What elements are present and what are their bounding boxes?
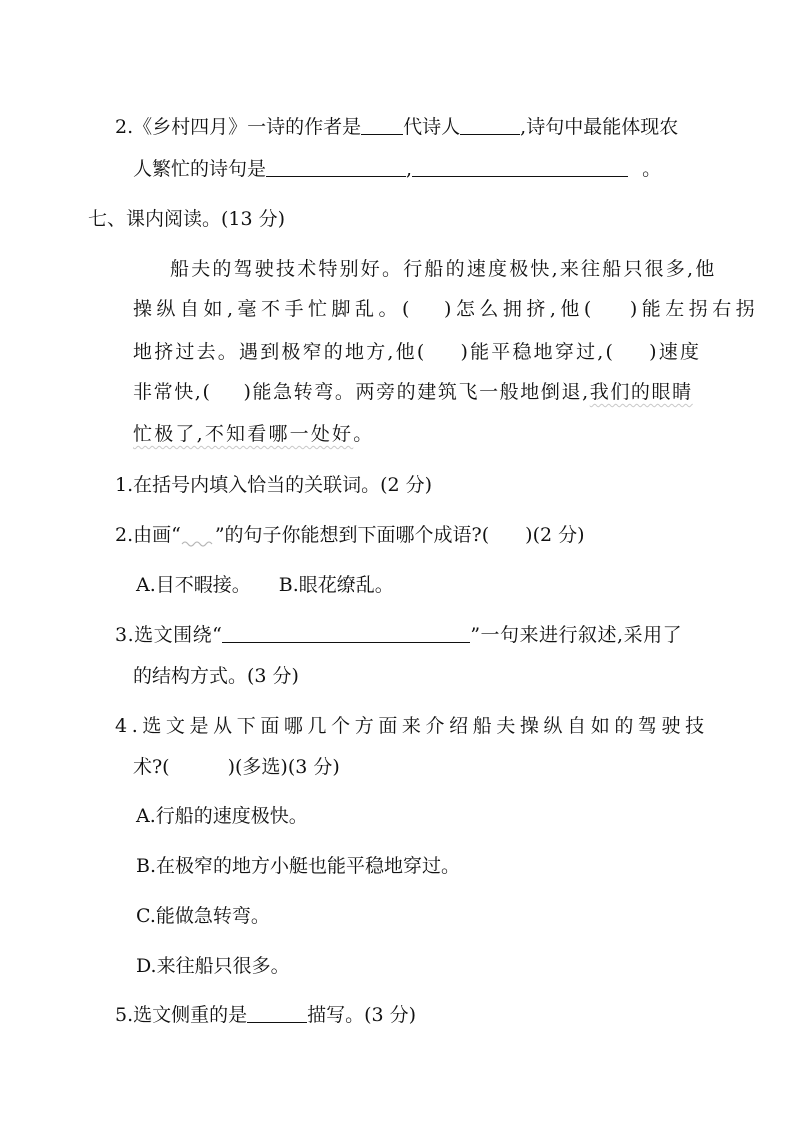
passage-text: 。 (353, 423, 375, 445)
prev-q2-text-a: 2.《乡村四月》一诗的作者是 (115, 116, 362, 138)
question-3-text-a: 3.选文围绕“ (115, 624, 223, 646)
blank-poem-line1[interactable] (266, 158, 406, 177)
passage-line-1: 船夫的驾驶技术特别好。行船的速度极快,来往船只很多,他 (170, 258, 717, 280)
question-5-text-b: 描写。(3 分) (307, 1004, 417, 1026)
passage-text: 地挤过去。遇到极窄的地方,他( (133, 341, 427, 363)
prev-q2-text-d: 人繁忙的诗句是 (133, 158, 267, 180)
question-2-text-a: 2.由画“ (115, 524, 181, 546)
question-5 (115, 1002, 416, 1028)
passage-text: )怎么拥挤,他( (443, 298, 596, 320)
prev-q2-text-c: ,诗句中最能体现农 (520, 116, 679, 138)
prev-q2-text-b: 代诗人 (403, 116, 461, 138)
passage-line-2 (133, 296, 759, 322)
blank-poem-line2[interactable] (412, 158, 628, 177)
blank-dynasty[interactable] (361, 116, 403, 135)
passage-text: )能平稳地穿过,( (460, 341, 616, 363)
wavy-underlined-sentence: 我们的眼睛 (589, 381, 693, 403)
question-4-line2 (133, 754, 340, 780)
blank-description-type[interactable] (247, 1004, 307, 1023)
prev-q2-period: 。 (642, 158, 662, 180)
question-4-option-a: A.行船的速度极快。 (136, 805, 308, 827)
question-4-line1: 4.选文是从下面哪几个方面来介绍船夫操纵自如的驾驶技 (115, 715, 709, 737)
question-2 (115, 522, 585, 548)
question-4-option-c: C.能做急转弯。 (136, 905, 270, 927)
section-heading: 七、课内阅读。(13 分) (88, 208, 286, 230)
option-a: A.目不暇接。 (136, 574, 251, 596)
question-4-text-a: 术?( (133, 756, 170, 778)
question-3-line2: 的结构方式。(3 分) (133, 665, 299, 687)
question-4-option-b: B.在极窄的地方小艇也能平稳地穿过。 (136, 855, 461, 877)
passage-line-4 (133, 379, 693, 405)
question-2-text-c: )(2 分) (525, 524, 585, 546)
question-4-text-b: )(多选)(3 分) (227, 756, 340, 778)
question-2-text-b: ”的句子你能想到下面哪个成语?( (214, 524, 490, 546)
passage-text: )速度 (649, 341, 702, 363)
wavy-line-icon (181, 539, 215, 547)
wavy-underlined-sentence-end: 忙极了,不知看哪一处好 (133, 423, 354, 445)
question-3-line1 (115, 622, 682, 648)
passage-text: 操纵自如,毫不手忙脚乱。( (133, 298, 414, 320)
prev-q2-line2 (133, 156, 661, 182)
passage-text: 非常快,( (133, 381, 212, 403)
passage-text: )能急转弯。两旁的建筑飞一般地倒退, (243, 381, 590, 403)
passage-text: )能左拐右拐 (629, 298, 760, 320)
question-2-options (136, 572, 394, 598)
blank-poet[interactable] (460, 116, 520, 135)
question-3-text-b: ”一句来进行叙述,采用了 (470, 624, 683, 646)
question-1: 1.在括号内填入恰当的关联词。(2 分) (115, 474, 433, 496)
question-4-option-d: D.来往船只很多。 (136, 955, 290, 977)
question-5-text-a: 5.选文侧重的是 (115, 1004, 248, 1026)
passage-line-5 (133, 421, 374, 447)
prev-q2-comma: , (406, 158, 413, 180)
prev-q2-line1 (115, 114, 678, 140)
blank-key-sentence[interactable] (222, 624, 470, 643)
passage-line-3 (133, 339, 701, 365)
option-b: B.眼花缭乱。 (278, 574, 394, 596)
